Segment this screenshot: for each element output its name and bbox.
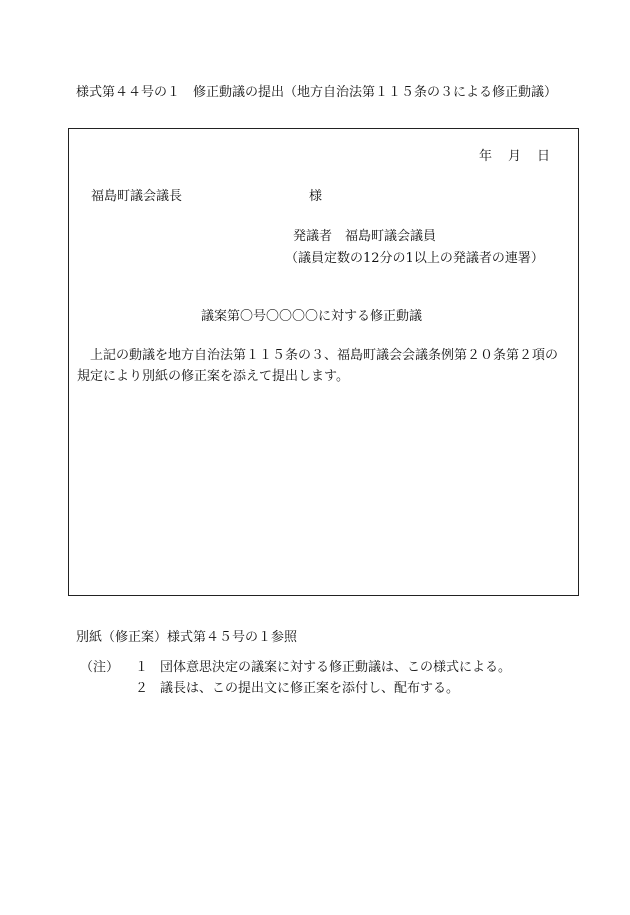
note-number: １	[135, 660, 149, 675]
notes-label: （注）	[80, 660, 120, 675]
attachment-reference: 別紙（修正案）様式第４５号の１参照	[76, 630, 298, 645]
date-month: 月	[507, 149, 521, 164]
motion-title: 議案第〇号〇〇〇〇に対する修正動議	[201, 309, 423, 324]
motion-body-text: 上記の動議を地方自治法第１１５条の３、福島町議会会議条例第２０条第２項の規定により別紙の修正案を添えて提出します。	[77, 348, 559, 384]
date-line	[463, 145, 550, 164]
mover-note: （議員定数の12分の1以上の発議者の連署）	[285, 251, 544, 266]
date-year: 年	[478, 149, 492, 164]
date-day: 日	[536, 149, 550, 164]
note-number: ２	[135, 681, 149, 696]
honorific: 様	[309, 189, 323, 204]
submission-form-box	[68, 128, 579, 596]
note-text: 議長は、この提出文に修正案を添付し、配布する。	[160, 681, 460, 696]
form-heading: 様式第４４号の１ 修正動議の提出（地方自治法第１１５条の３による修正動議）	[76, 85, 558, 100]
note-text: 団体意思決定の議案に対する修正動議は、この様式による。	[160, 660, 512, 675]
mover-line: 発議者 福島町議会議員	[293, 229, 437, 244]
addressee: 福島町議会議長	[91, 189, 183, 204]
